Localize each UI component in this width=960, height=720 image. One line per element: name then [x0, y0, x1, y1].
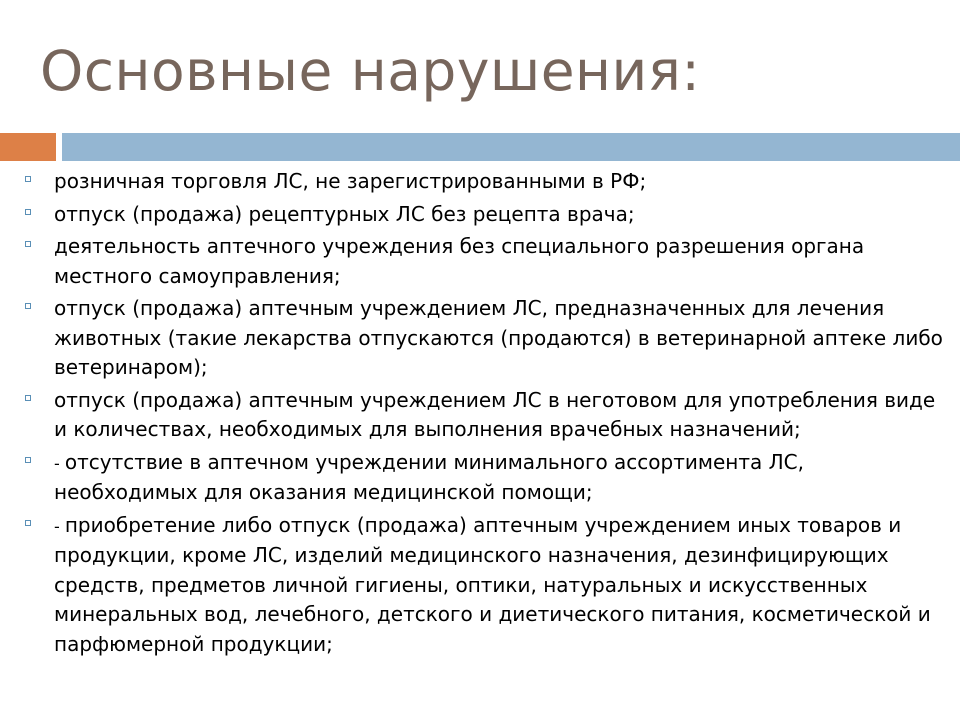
violations-list — [23, 167, 948, 662]
list-item — [23, 386, 948, 445]
list-item — [23, 232, 948, 291]
list-item-text: розничная торговля ЛС, не зарегистрированными в РФ; — [54, 169, 647, 193]
list-item-text: отсутствие в аптечном учреждении минимального ассортимента ЛС, необходимых для оказания медицинской помощи; — [54, 449, 804, 504]
square-bullet-icon — [25, 209, 31, 215]
square-bullet-icon — [25, 176, 31, 182]
list-item-prefix: - — [54, 453, 65, 473]
accent-bar-orange — [0, 133, 56, 161]
list-item — [23, 448, 948, 508]
slide-title: Основные нарушения: — [40, 39, 701, 103]
square-bullet-icon — [25, 520, 31, 526]
list-item-prefix: - — [54, 516, 65, 536]
accent-bar-blue — [62, 133, 960, 161]
square-bullet-icon — [25, 395, 31, 401]
list-item — [23, 511, 948, 660]
list-item-text: отпуск (продажа) рецептурных ЛС без рецепта врача; — [54, 201, 635, 226]
list-item-text: отпуск (продажа) аптечным учреждением ЛС в неготовом для употребления виде и количествах, необходимых для выполнения врачебных назначений; — [54, 387, 936, 441]
list-item-text: отпуск (продажа) аптечным учреждением ЛС, предназначенных для лечения животных (такие лекарства отпускаются (продаются) в ветеринарной аптеке либо ветеринаром); — [54, 296, 943, 379]
square-bullet-icon — [25, 457, 31, 463]
list-item — [23, 200, 948, 230]
square-bullet-icon — [25, 241, 31, 247]
list-item-text: приобретение либо отпуск (продажа) аптечным учреждением иных товаров и продукции, кроме ЛС, изделий медицинского назначения, дезинфицирующих средств, предметов личной гигиены, оптики, натуральных и искусственных минеральных вод, лечебного, детского и диетического питания, косметической и парфюмерной продукции; — [54, 512, 931, 656]
square-bullet-icon — [25, 303, 31, 309]
list-item-text: деятельность аптечного учреждения без специального разрешения органа местного самоуправления; — [54, 234, 865, 288]
list-item — [23, 167, 948, 197]
list-item — [23, 294, 948, 383]
